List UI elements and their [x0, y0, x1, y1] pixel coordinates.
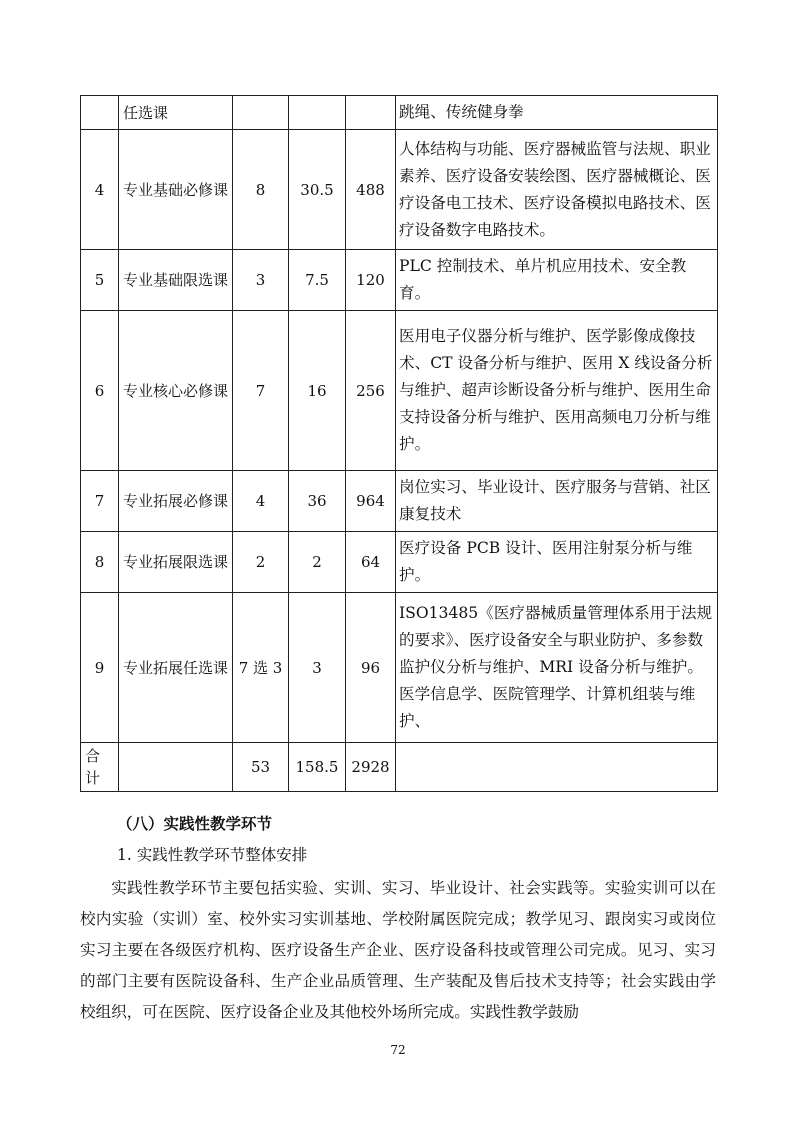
course-list: 跳绳、传统健身拳: [396, 96, 718, 130]
body-paragraph: 实践性教学环节主要包括实验、实训、实习、毕业设计、社会实践等。实验实训可以在校内实验（实训）室、校外实习实训基地、学校附属医院完成；教学见习、跟岗实习或岗位实习主要在各级医疗机构、医疗设备生产企业、医疗设备科技或管理公司完成。见习、实习的部门主要有医院设备科、生产企业品质管理、生产装配及售后技术支持等；社会实践由学校组织，可在医院、医疗设备企业及其他校外场所完成。实践性教学鼓励: [80, 879, 716, 1021]
table-row: [81, 532, 718, 593]
credits: 16: [289, 311, 346, 471]
credits: 7.5: [289, 250, 346, 311]
course-list: 医疗设备 PCB 设计、医用注射泵分析与维护。: [396, 532, 718, 593]
course-count: 7 选 3: [233, 593, 289, 743]
row-number: 6: [81, 311, 119, 471]
total-row: [81, 743, 718, 792]
credits: 3: [289, 593, 346, 743]
course-list: 人体结构与功能、医疗器械监管与法规、职业素养、医疗设备安装绘图、医疗器械概论、医疗设备电工技术、医疗设备模拟电路技术、医疗设备数字电路技术。: [396, 130, 718, 250]
row-number: 8: [81, 532, 119, 593]
course-count: 3: [233, 250, 289, 311]
row-number: 4: [81, 130, 119, 250]
hours: 964: [346, 471, 396, 532]
hours: 2928: [346, 743, 396, 792]
section-heading: （八）实践性教学环节: [117, 814, 273, 833]
credits: [289, 96, 346, 130]
hours: 96: [346, 593, 396, 743]
course-type: 专业核心必修课: [119, 311, 233, 471]
hours: [346, 96, 396, 130]
table-row: [81, 471, 718, 532]
hours: 256: [346, 311, 396, 471]
row-number: [81, 96, 119, 130]
credits: 158.5: [289, 743, 346, 792]
course-list: 岗位实习、毕业设计、医疗服务与营销、社区康复技术: [396, 471, 718, 532]
course-list: 医用电子仪器分析与维护、医学影像成像技术、CT 设备分析与维护、医用 X 线设备分析与维护、超声诊断设备分析与维护、医用生命支持设备分析与维护、医用高频电刀分析与维护。: [396, 311, 718, 471]
course-type: 专业拓展任选课: [119, 593, 233, 743]
hours: 120: [346, 250, 396, 311]
page-number: 72: [390, 1043, 406, 1057]
course-count: 4: [233, 471, 289, 532]
course-count: 53: [233, 743, 289, 792]
hours: 64: [346, 532, 396, 593]
course-count: 2: [233, 532, 289, 593]
table-row: [81, 96, 718, 130]
row-number: 7: [81, 471, 119, 532]
credits: 2: [289, 532, 346, 593]
course-type: 专业拓展限选课: [119, 532, 233, 593]
course-list: ISO13485《医疗器械质量管理体系用于法规的要求》、医疗设备安全与职业防护、多参数监护仪分析与维护、MRI 设备分析与维护。医学信息学、医院管理学、计算机组装与维护、: [396, 593, 718, 743]
total-label: 合计: [81, 743, 119, 792]
table-row: [81, 311, 718, 471]
course-type: 任选课: [119, 96, 233, 130]
table-row: [81, 593, 718, 743]
course-type: 专业基础限选课: [119, 250, 233, 311]
course-table: [80, 95, 718, 792]
credits: 30.5: [289, 130, 346, 250]
row-number: 5: [81, 250, 119, 311]
hours: 488: [346, 130, 396, 250]
course-type: 专业拓展必修课: [119, 471, 233, 532]
course-list: PLC 控制技术、单片机应用技术、安全教育。: [396, 250, 718, 311]
course-type: 专业基础必修课: [119, 130, 233, 250]
table-row: [81, 250, 718, 311]
course-type: [119, 743, 233, 792]
course-list: [396, 743, 718, 792]
table-row: [81, 130, 718, 250]
subheading: 1. 实践性教学环节整体安排: [117, 846, 308, 864]
course-count: [233, 96, 289, 130]
course-count: 8: [233, 130, 289, 250]
credits: 36: [289, 471, 346, 532]
row-number: 9: [81, 593, 119, 743]
course-count: 7: [233, 311, 289, 471]
